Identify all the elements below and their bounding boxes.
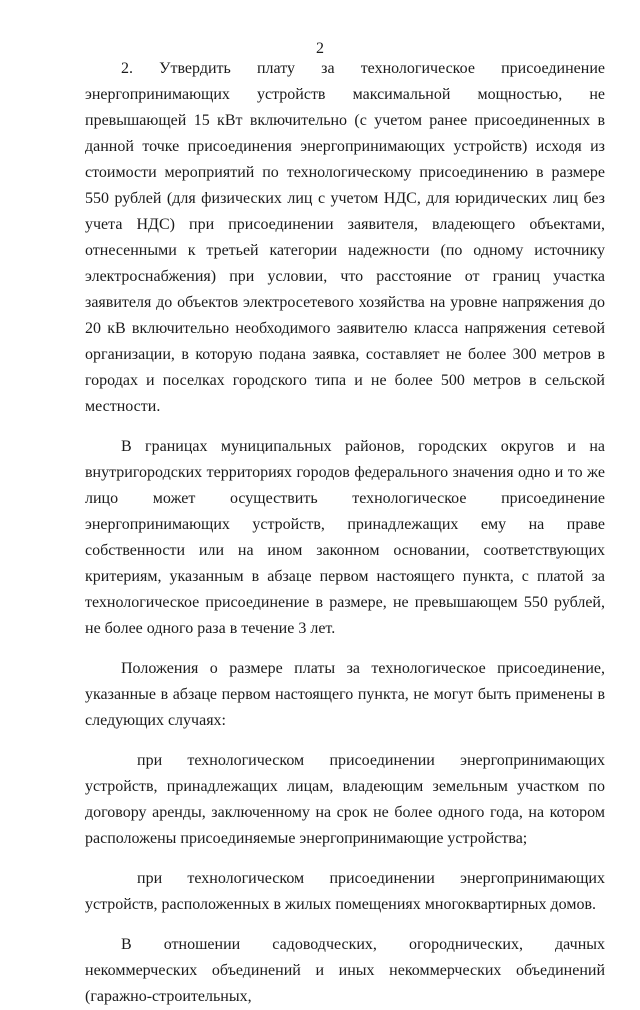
- page-number: 2: [316, 40, 324, 57]
- paragraph-exception-lease: при технологическом присоединении энергопринимающих устройств, принадлежащих лицам, владеющим земельным участком по договору аренды, заключенному на срок не более одного года, на котором расположены присоединяемые энергопринимающие устройства;: [85, 752, 605, 847]
- paragraph-tariff-approval: 2. Утвердить плату за технологическое присоединение энергопринимающих устройств максимальной мощностью, не превышающей 15 кВт включительно (с учетом ранее присоединенных в данной точке присоединения энергопринимающих устройств) исходя из стоимости мероприятий по технологическому присоединению в размере 550 рублей (для физических лиц с учетом НДС, для юридических лиц без учета НДС) при присоединении заявителя, владеющего объектами, отнесенными к третьей категории надежности (по одному источнику электроснабжения) при условии, что расстояние от границ участка заявителя до объектов электросетевого хозяйства на уровне напряжения до 20 кВ включительно необходимого заявителю класса напряжения сетевой организации, в которую подана заявка, составляет не более 300 метров в городах и поселках городского типа и не более 500 метров в сельской местности.: [85, 60, 605, 415]
- paragraph-once-per-3-years: В границах муниципальных районов, городских округов и на внутригородских территориях городов федерального значения одно и то же лицо может осуществить технологическое присоединение энергопринимающих устройств, принадлежащих ему на праве собственности или на ином законном основании, соответствующих критериям, указанным в абзаце первом настоящего пункта, с платой за технологическое присоединение в размере, не превышающем 550 рублей, не более одного раза в течение 3 лет.: [85, 438, 605, 637]
- document-body: [85, 56, 605, 1010]
- paragraph-exceptions-intro: Положения о размере платы за технологическое присоединение, указанные в абзаце первом настоящего пункта, не могут быть применены в следующих случаях:: [85, 660, 605, 729]
- paragraph-nonprofit-associations: В отношении садоводческих, огороднических, дачных некоммерческих объединений и иных некоммерческих объединений (гаражно-строительных,: [85, 936, 605, 1005]
- paragraph-exception-apartments: при технологическом присоединении энергопринимающих устройств, расположенных в жилых помещениях многоквартирных домов.: [85, 870, 605, 913]
